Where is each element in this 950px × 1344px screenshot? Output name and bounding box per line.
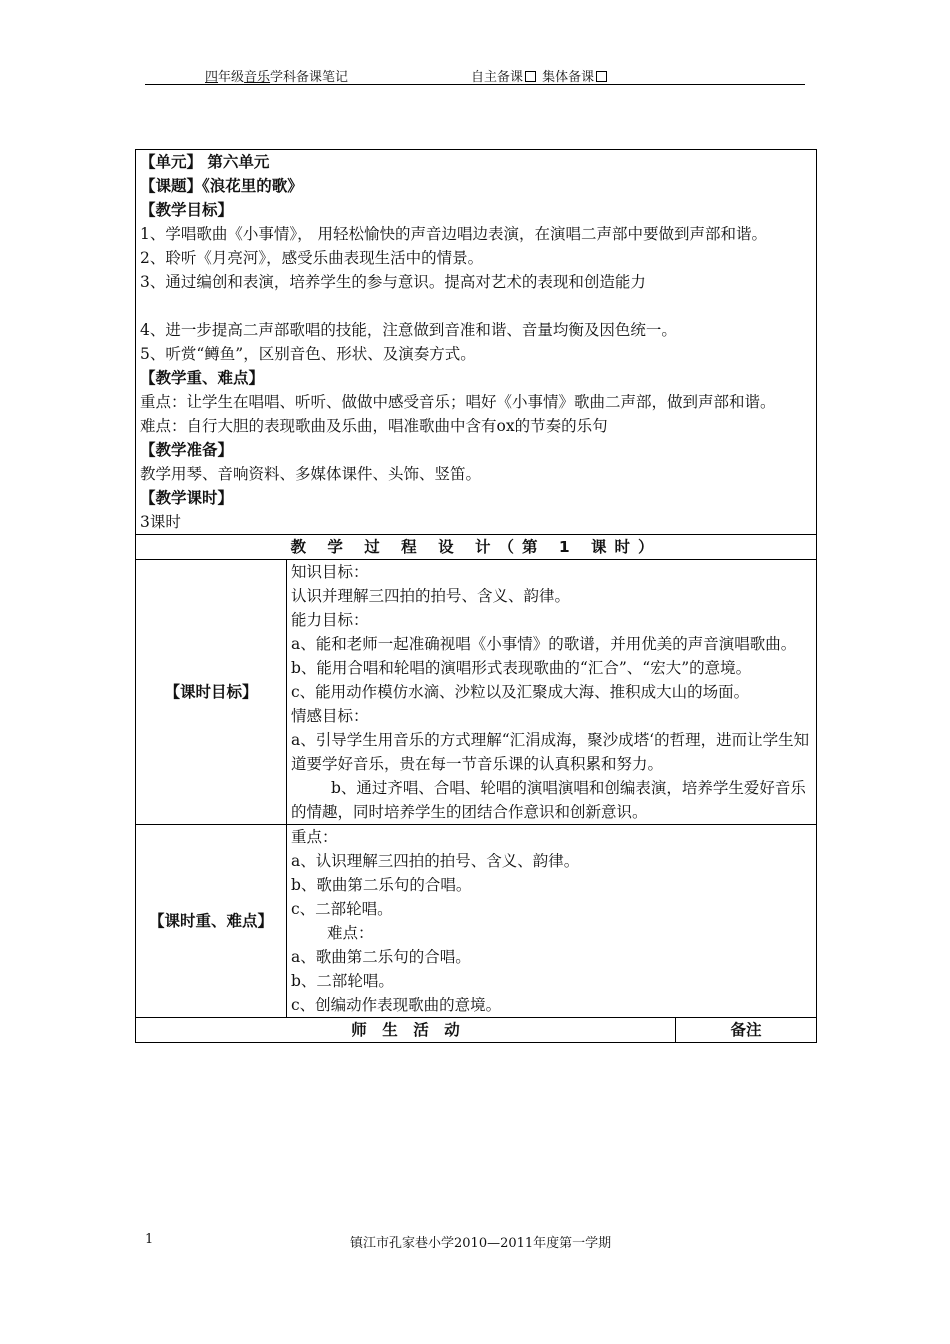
emotion-a: a、引导学生用音乐的方式理解“汇涓成海，聚沙成塔‘的哲理，进而让学生知道要学好音乐，贵在每一节音乐课的认真积累和努力。 bbox=[291, 731, 810, 773]
goal-item: 5、听赏“鳟鱼”，区别音色、形状、及演奏方式。 bbox=[140, 345, 476, 363]
header-subject: 音乐 bbox=[244, 70, 271, 85]
ability-c: c、能用动作模仿水滴、沙粒以及汇聚成大海、推积成大山的场面。 bbox=[291, 683, 750, 701]
header-grade-suffix: 年级 bbox=[218, 70, 245, 85]
unit-value: 第六单元 bbox=[207, 153, 270, 171]
topic-value: 《浪花里的歌》 bbox=[202, 177, 303, 195]
lesson-plan-table bbox=[135, 149, 817, 1043]
lesson-keys-content bbox=[287, 825, 817, 1018]
emotion-label: 情感目标： bbox=[291, 707, 369, 725]
goal-item: 2、聆听《月亮河》，感受乐曲表现生活中的情景。 bbox=[140, 249, 484, 267]
topic-line bbox=[140, 174, 812, 198]
key-focus: 重点：让学生在唱唱、听听、做做中感受音乐；唱好《小事情》歌曲二声部，做到声部和谐。 bbox=[140, 393, 776, 411]
prep-type bbox=[471, 66, 609, 85]
blank-line bbox=[140, 294, 812, 318]
lesson-diff-label: 难点： bbox=[327, 924, 374, 942]
lesson-keys-row bbox=[136, 825, 817, 1018]
lesson-focus-a: a、认识理解三四拍的拍号、含义、韵律。 bbox=[291, 852, 580, 870]
unit-label: 【单元】 bbox=[140, 153, 203, 171]
header-grade: 四 bbox=[205, 70, 219, 85]
lesson-goals-row bbox=[136, 560, 817, 825]
page-header bbox=[145, 66, 805, 85]
lesson-keys-label: 【课时重、难点】 bbox=[136, 825, 287, 1018]
unit-line bbox=[140, 150, 812, 174]
topic-label: 【课题】 bbox=[140, 177, 203, 195]
group-prep-label: 集体备课 bbox=[542, 70, 595, 85]
header-title bbox=[205, 66, 348, 85]
footer-school: 镇江市孔家巷小学2010—2011年度第一学期 bbox=[350, 1236, 612, 1251]
self-prep-checkbox[interactable] bbox=[525, 71, 536, 82]
knowledge-text: 认识并理解三四拍的拍号、含义、韵律。 bbox=[291, 587, 571, 605]
lesson-goals-label: 【课时目标】 bbox=[136, 560, 287, 825]
lesson-goals-content bbox=[287, 560, 817, 825]
prep-label: 【教学准备】 bbox=[140, 441, 234, 459]
group-prep-checkbox[interactable] bbox=[596, 71, 607, 82]
emotion-b: b、通过齐唱、合唱、轮唱的演唱演唱和创编表演，培养学生爱好音乐的情趣，同时培养学生的团结合作意识和创新意识。 bbox=[291, 779, 806, 821]
lesson-focus-c: c、二部轮唱。 bbox=[291, 900, 393, 918]
key-points-label: 【教学重、难点】 bbox=[140, 369, 265, 387]
hours-label: 【教学课时】 bbox=[140, 489, 234, 507]
ability-b: b、能用合唱和轮唱的演唱形式表现歌曲的“汇合”、“宏大”的意境。 bbox=[291, 659, 752, 677]
goals-label: 【教学目标】 bbox=[140, 201, 234, 219]
activity-header: 师 生 活 动 bbox=[136, 1018, 676, 1043]
lesson-diff-b: b、二部轮唱。 bbox=[291, 972, 394, 990]
ability-a: a、能和老师一起准确视唱《小事情》的歌谱，并用优美的声音演唱歌曲。 bbox=[291, 635, 797, 653]
self-prep-label: 自主备课 bbox=[471, 70, 524, 85]
process-title: 教 学 过 程 设 计（第 1 课时） bbox=[136, 535, 817, 560]
overview-row bbox=[136, 150, 817, 535]
activity-header-row bbox=[136, 1018, 817, 1043]
lesson-focus-label: 重点： bbox=[291, 828, 338, 846]
prep-value: 教学用琴、音响资料、多媒体课件、头饰、竖笛。 bbox=[140, 465, 482, 483]
page-number: 1 bbox=[145, 1232, 154, 1247]
overview-cell bbox=[136, 150, 817, 535]
ability-label: 能力目标： bbox=[291, 611, 369, 629]
hours-value: 3课时 bbox=[140, 513, 181, 531]
notes-header: 备注 bbox=[676, 1018, 817, 1043]
lesson-focus-b: b、歌曲第二乐句的合唱。 bbox=[291, 876, 472, 894]
lesson-diff-a: a、歌曲第二乐句的合唱。 bbox=[291, 948, 471, 966]
key-difficulty: 难点：自行大胆的表现歌曲及乐曲，唱准歌曲中含有ox的节奏的乐句 bbox=[140, 417, 608, 435]
goal-item: 1、学唱歌曲《小事情》， 用轻松愉快的声音边唱边表演，在演唱二声部中要做到声部和谐。 bbox=[140, 225, 768, 243]
goal-item: 4、进一步提高二声部歌唱的技能，注意做到音准和谐、音量均衡及因色统一。 bbox=[140, 321, 677, 339]
knowledge-label: 知识目标： bbox=[291, 563, 369, 581]
header-subject-suffix: 学科备课笔记 bbox=[270, 70, 349, 85]
lesson-diff-c: c、创编动作表现歌曲的意境。 bbox=[291, 996, 502, 1014]
process-title-row bbox=[136, 535, 817, 560]
goal-item: 3、通过编创和表演，培养学生的参与意识。提高对艺术的表现和创造能力 bbox=[140, 273, 646, 291]
